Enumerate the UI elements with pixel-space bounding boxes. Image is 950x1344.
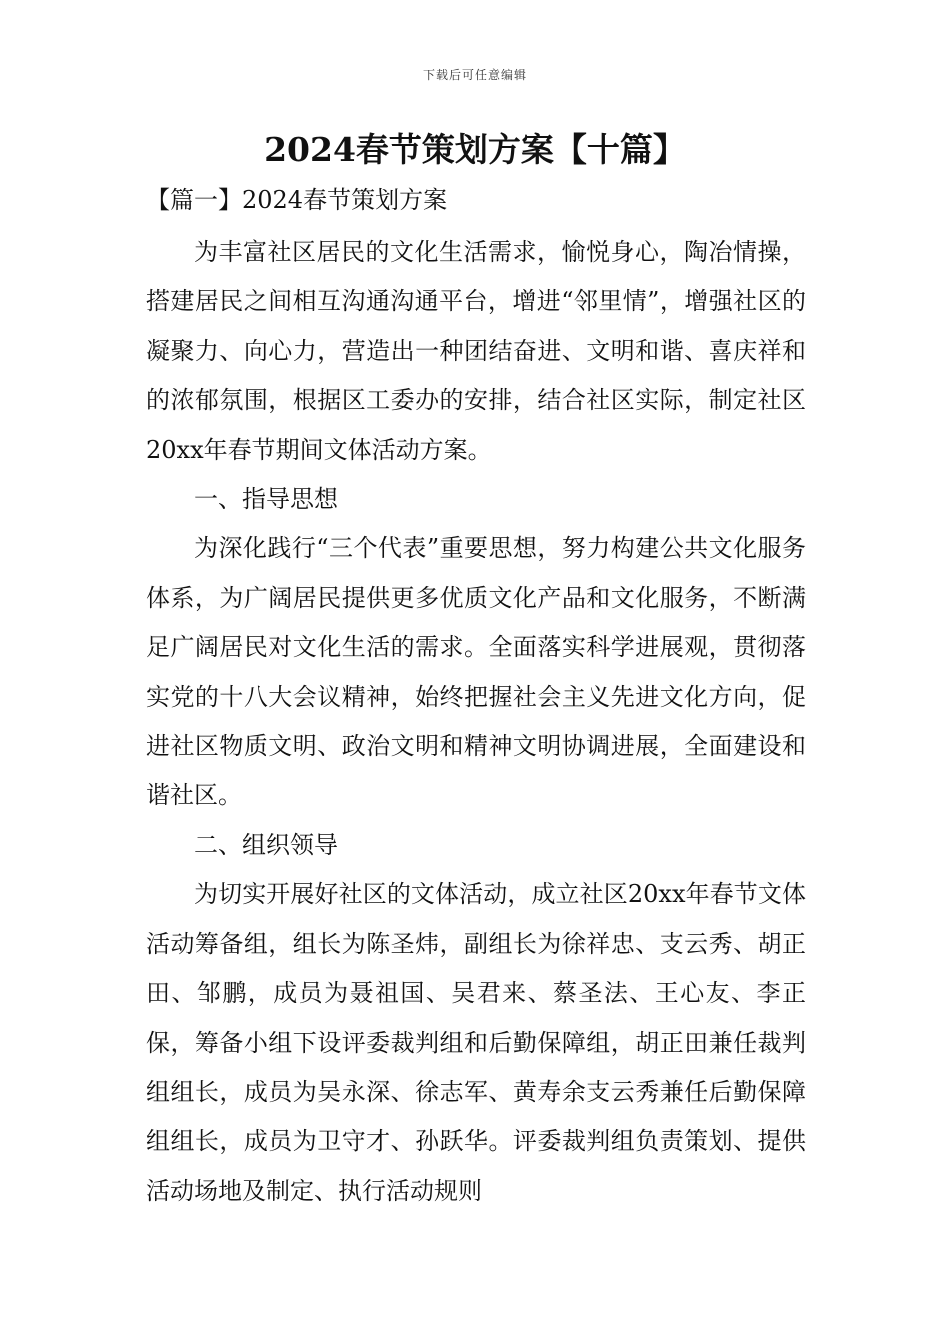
- organization-paragraph: 为切实开展好社区的文体活动，成立社区20xx年春节文体活动筹备组，组长为陈圣炜，副组长为徐祥忠、支云秀、胡正田、邹鹏，成员为聂祖国、吴君来、蔡圣法、王心友、李正保，筹备小组下设评委裁判组和后勤保障组，胡正田兼任裁判组组长，成员为吴永深、徐志军、黄寿余支云秀兼任后勤保障组组长，成员为卫守才、孙跃华。评委裁判组负责策划、提供活动场地及制定、执行活动规则: [146, 880, 806, 1205]
- subheading-guiding-thought: 一、指导思想: [194, 485, 338, 514]
- intro-paragraph: 为丰富社区居民的文化生活需求，愉悦身心，陶冶情操，搭建居民之间相互沟通沟通平台，增进“邻里情”，增强社区的凝聚力、向心力，营造出一种团结奋进、文明和谐、喜庆祥和的浓郁氛围，根据区工委办的安排，结合社区实际，制定社区20xx年春节期间文体活动方案。: [146, 238, 806, 464]
- guiding-thought-paragraph: 为深化践行“三个代表”重要思想，努力构建公共文化服务体系，为广阔居民提供更多优质文化产品和文化服务，不断满足广阔居民对文化生活的需求。全面落实科学进展观，贯彻落实党的十八大会议精神，始终把握社会主义先进文化方向，促进社区物质文明、政治文明和精神文明协调进展，全面建设和谐社区。: [146, 534, 806, 810]
- document-title: 2024春节策划方案【十篇】: [264, 130, 686, 169]
- document-body: [146, 228, 806, 1216]
- header-note: 下载后可任意编辑: [422, 68, 527, 82]
- subheading-organization: 二、组织领导: [194, 830, 338, 859]
- section-heading: 【篇一】2024春节策划方案: [146, 186, 448, 214]
